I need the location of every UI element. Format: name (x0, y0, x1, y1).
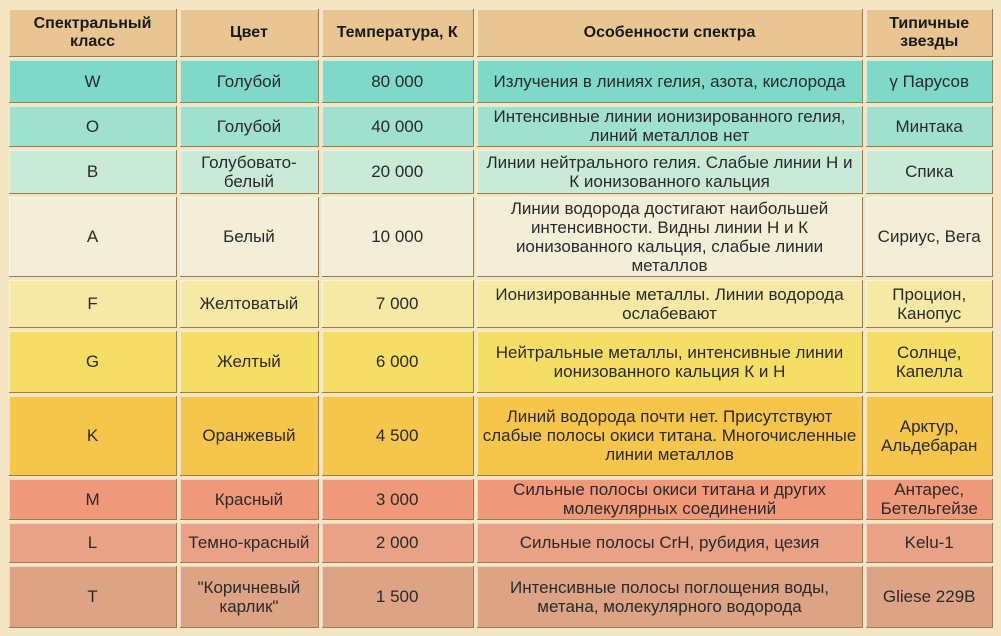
header-row (9, 9, 993, 57)
table-row (9, 331, 993, 393)
header-spectral-class: Спектральный класс (9, 9, 177, 57)
cell-color: Белый (180, 197, 319, 277)
cell-temperature: 6 000 (322, 331, 474, 393)
cell-features: Линии нейтрального гелия. Слабые линии Н и К ионизованного кальция (477, 150, 864, 194)
cell-stars: Gliese 229B (866, 566, 993, 628)
cell-class: G (9, 331, 177, 393)
cell-color: "Коричневый карлик" (180, 566, 319, 628)
table-row (9, 523, 993, 563)
table-row (9, 150, 993, 194)
table-row (9, 479, 993, 520)
cell-temperature: 2 000 (322, 523, 474, 563)
cell-temperature: 7 000 (322, 280, 474, 328)
table-row (9, 280, 993, 328)
cell-class: L (9, 523, 177, 563)
cell-features: Интенсивные линии ионизированного гелия, линий металлов нет (477, 106, 864, 147)
cell-features: Нейтральные металлы, интенсивные линии ионизованного кальция К и Н (477, 331, 864, 393)
header-typical-stars: Типичные звезды (866, 9, 993, 57)
cell-color: Голубой (180, 106, 319, 147)
header-color: Цвет (180, 9, 319, 57)
cell-stars: γ Парусов (866, 60, 993, 103)
table-row (9, 396, 993, 476)
cell-class: W (9, 60, 177, 103)
cell-color: Голубовато-белый (180, 150, 319, 194)
cell-stars: Сириус, Вега (866, 197, 993, 277)
cell-temperature: 3 000 (322, 479, 474, 520)
table-row (9, 60, 993, 103)
cell-temperature: 4 500 (322, 396, 474, 476)
header-temperature: Температура, К (322, 9, 474, 57)
cell-stars: Минтака (866, 106, 993, 147)
table-row (9, 106, 993, 147)
cell-class: A (9, 197, 177, 277)
cell-class: O (9, 106, 177, 147)
cell-features: Линии водорода достигают наибольшей интенсивности. Видны линии Н и К ионизованного кальция, слабые линии металлов (477, 197, 864, 277)
cell-color: Оранжевый (180, 396, 319, 476)
cell-stars: Спика (866, 150, 993, 194)
table-row (9, 566, 993, 628)
cell-stars: Kelu-1 (866, 523, 993, 563)
cell-features: Излучения в линиях гелия, азота, кислорода (477, 60, 864, 103)
cell-color: Темно-красный (180, 523, 319, 563)
header-spectrum-features: Особенности спектра (477, 9, 864, 57)
cell-temperature: 1 500 (322, 566, 474, 628)
cell-stars: Процион, Канопус (866, 280, 993, 328)
cell-temperature: 40 000 (322, 106, 474, 147)
cell-color: Желтоватый (180, 280, 319, 328)
table-row (9, 197, 993, 277)
cell-temperature: 80 000 (322, 60, 474, 103)
cell-temperature: 20 000 (322, 150, 474, 194)
cell-temperature: 10 000 (322, 197, 474, 277)
cell-color: Желтый (180, 331, 319, 393)
spectral-classes-table-container (6, 6, 996, 630)
cell-class: T (9, 566, 177, 628)
spectral-classes-table (6, 6, 996, 631)
cell-features: Сильные полосы CrH, рубидия, цезия (477, 523, 864, 563)
cell-stars: Арктур, Альдебаран (866, 396, 993, 476)
cell-stars: Антарес, Бетельгейзе (866, 479, 993, 520)
cell-class: K (9, 396, 177, 476)
cell-features: Линий водорода почти нет. Присутствуют слабые полосы окиси титана. Многочисленные линии металлов (477, 396, 864, 476)
cell-class: F (9, 280, 177, 328)
cell-class: M (9, 479, 177, 520)
cell-features: Сильные полосы окиси титана и других молекулярных соединений (477, 479, 864, 520)
cell-features: Интенсивные полосы поглощения воды, метана, молекулярного водорода (477, 566, 864, 628)
cell-features: Ионизированные металлы. Линии водорода ослабевают (477, 280, 864, 328)
cell-color: Красный (180, 479, 319, 520)
cell-color: Голубой (180, 60, 319, 103)
cell-class: B (9, 150, 177, 194)
cell-stars: Солнце, Капелла (866, 331, 993, 393)
